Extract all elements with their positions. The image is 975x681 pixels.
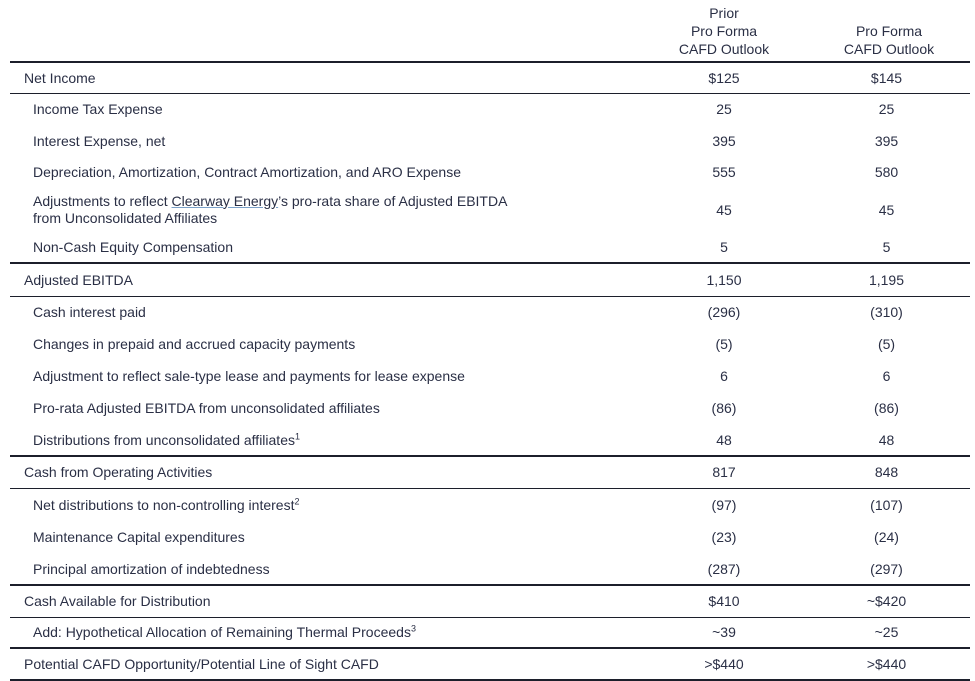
row-label-part: ’s pro-rata share of Adjusted EBITDA: [278, 192, 508, 209]
row-label-part: from Unconsolidated Affiliates: [33, 209, 218, 226]
row-value-prior: ~39: [645, 617, 803, 648]
row-value-pro-forma: ~$420: [803, 585, 970, 617]
footnote-marker: 1: [295, 430, 301, 441]
row-label: [10, 424, 645, 456]
table-row: [10, 187, 970, 232]
footnote-marker: 2: [294, 496, 300, 507]
header-prior-pro-forma: [645, 4, 803, 58]
table-row: [10, 392, 970, 424]
row-label-text: Add: Hypothetical Allocation of Remaining Thermal Proceeds: [33, 624, 411, 641]
table-row: [10, 424, 970, 456]
row-value-prior: (296): [645, 296, 803, 328]
row-label: [10, 617, 645, 648]
row-label: Cash interest paid: [10, 296, 645, 328]
table-row: [10, 296, 970, 328]
header-pro-forma: [810, 22, 968, 58]
row-value-pro-forma: (107): [803, 488, 970, 521]
row-label: [10, 187, 645, 232]
row-value-pro-forma: 395: [874, 132, 899, 149]
row-label: Net Income: [10, 62, 645, 93]
row-value-prior: (5): [715, 336, 733, 352]
row-label: Maintenance Capital expenditures: [33, 529, 245, 545]
row-value-pro-forma: 45: [878, 201, 895, 218]
row-value-prior: $410: [645, 585, 803, 617]
table-row: [10, 328, 970, 360]
table-row-potential-cafd-opportunity: [10, 648, 970, 680]
header-line: CAFD Outlook: [678, 41, 770, 57]
row-label-text: Net distributions to non-controlling interest: [33, 496, 295, 513]
row-value-prior: 48: [716, 431, 732, 448]
column-headers: [0, 4, 975, 62]
row-value-pro-forma: 5: [882, 239, 891, 255]
table-row: [10, 617, 970, 648]
table-row: [10, 156, 970, 187]
row-value-pro-forma: $145: [803, 62, 970, 93]
row-value-pro-forma: (24): [874, 529, 899, 545]
footnote-marker: 3: [410, 623, 416, 634]
table-row-adjusted-ebitda: [10, 263, 970, 296]
row-label-text: Distributions from unconsolidated affiliates: [33, 431, 295, 448]
row-value-prior: 395: [712, 132, 736, 149]
row-label: Adjusted EBITDA: [10, 263, 645, 296]
table-row-cash-available-for-distribution: [10, 585, 970, 617]
row-value-pro-forma: >$440: [803, 648, 970, 680]
row-value-prior: 817: [645, 456, 803, 488]
table-row: [10, 553, 970, 585]
row-value-pro-forma: 6: [882, 368, 891, 384]
row-value-prior: (23): [711, 529, 737, 545]
table-row: [10, 93, 970, 125]
row-value-prior: 555: [712, 163, 736, 180]
row-label-part: Adjustments to reflect: [33, 192, 172, 209]
clearway-energy-link[interactable]: Clearway Energy: [171, 192, 279, 209]
row-value-prior: 25: [645, 93, 803, 125]
row-label: [10, 488, 645, 521]
row-value-prior: (86): [711, 400, 737, 416]
table-row: [10, 360, 970, 392]
header-line: CAFD Outlook: [843, 41, 935, 57]
row-label: Principal amortization of indebtedness: [33, 560, 270, 577]
row-label: Cash from Operating Activities: [10, 456, 645, 488]
row-value-prior: >$440: [645, 648, 803, 680]
row-value-pro-forma: 580: [874, 163, 899, 180]
table-row-net-income: [10, 62, 970, 93]
row-value-prior: 6: [720, 368, 728, 384]
header-line: Pro Forma: [690, 23, 758, 39]
row-label: Income Tax Expense: [10, 93, 645, 125]
row-value-prior: 5: [720, 239, 728, 255]
row-label: Depreciation, Amortization, Contract Amortization, and ARO Expense: [33, 163, 461, 180]
row-value-pro-forma: 25: [803, 93, 970, 125]
table-row: [10, 488, 970, 521]
row-value-prior: (97): [645, 488, 803, 521]
row-value-pro-forma: (310): [803, 296, 970, 328]
row-value-pro-forma: (297): [870, 560, 903, 577]
row-value-prior: (287): [707, 560, 741, 577]
row-value-prior: 45: [716, 201, 732, 218]
row-label: Cash Available for Distribution: [10, 585, 645, 617]
table-row: [10, 521, 970, 553]
row-value-pro-forma: 848: [803, 456, 970, 488]
row-value-pro-forma: 1,195: [803, 263, 970, 296]
row-value-pro-forma: ~25: [803, 617, 970, 648]
row-label: Potential CAFD Opportunity/Potential Line of Sight CAFD: [10, 648, 645, 680]
header-line: Prior: [709, 5, 739, 21]
header-line: Pro Forma: [855, 23, 923, 39]
table-row: [10, 232, 970, 263]
cafd-reconciliation-table: [10, 61, 970, 681]
row-value-pro-forma: 48: [878, 431, 895, 448]
table-row: [10, 125, 970, 156]
row-label: Adjustment to reflect sale-type lease and payments for lease expense: [33, 368, 465, 384]
row-label: Changes in prepaid and accrued capacity payments: [33, 336, 356, 352]
row-label: Non-Cash Equity Compensation: [33, 239, 233, 255]
row-value-prior: $125: [645, 62, 803, 93]
row-value-prior: 1,150: [645, 263, 803, 296]
row-label: Pro-rata Adjusted EBITDA from unconsolidated affiliates: [33, 400, 380, 416]
table-row-cash-from-operating-activities: [10, 456, 970, 488]
row-label: Interest Expense, net: [33, 132, 166, 149]
row-value-pro-forma: (5): [877, 336, 896, 352]
row-value-pro-forma: (86): [874, 400, 899, 416]
